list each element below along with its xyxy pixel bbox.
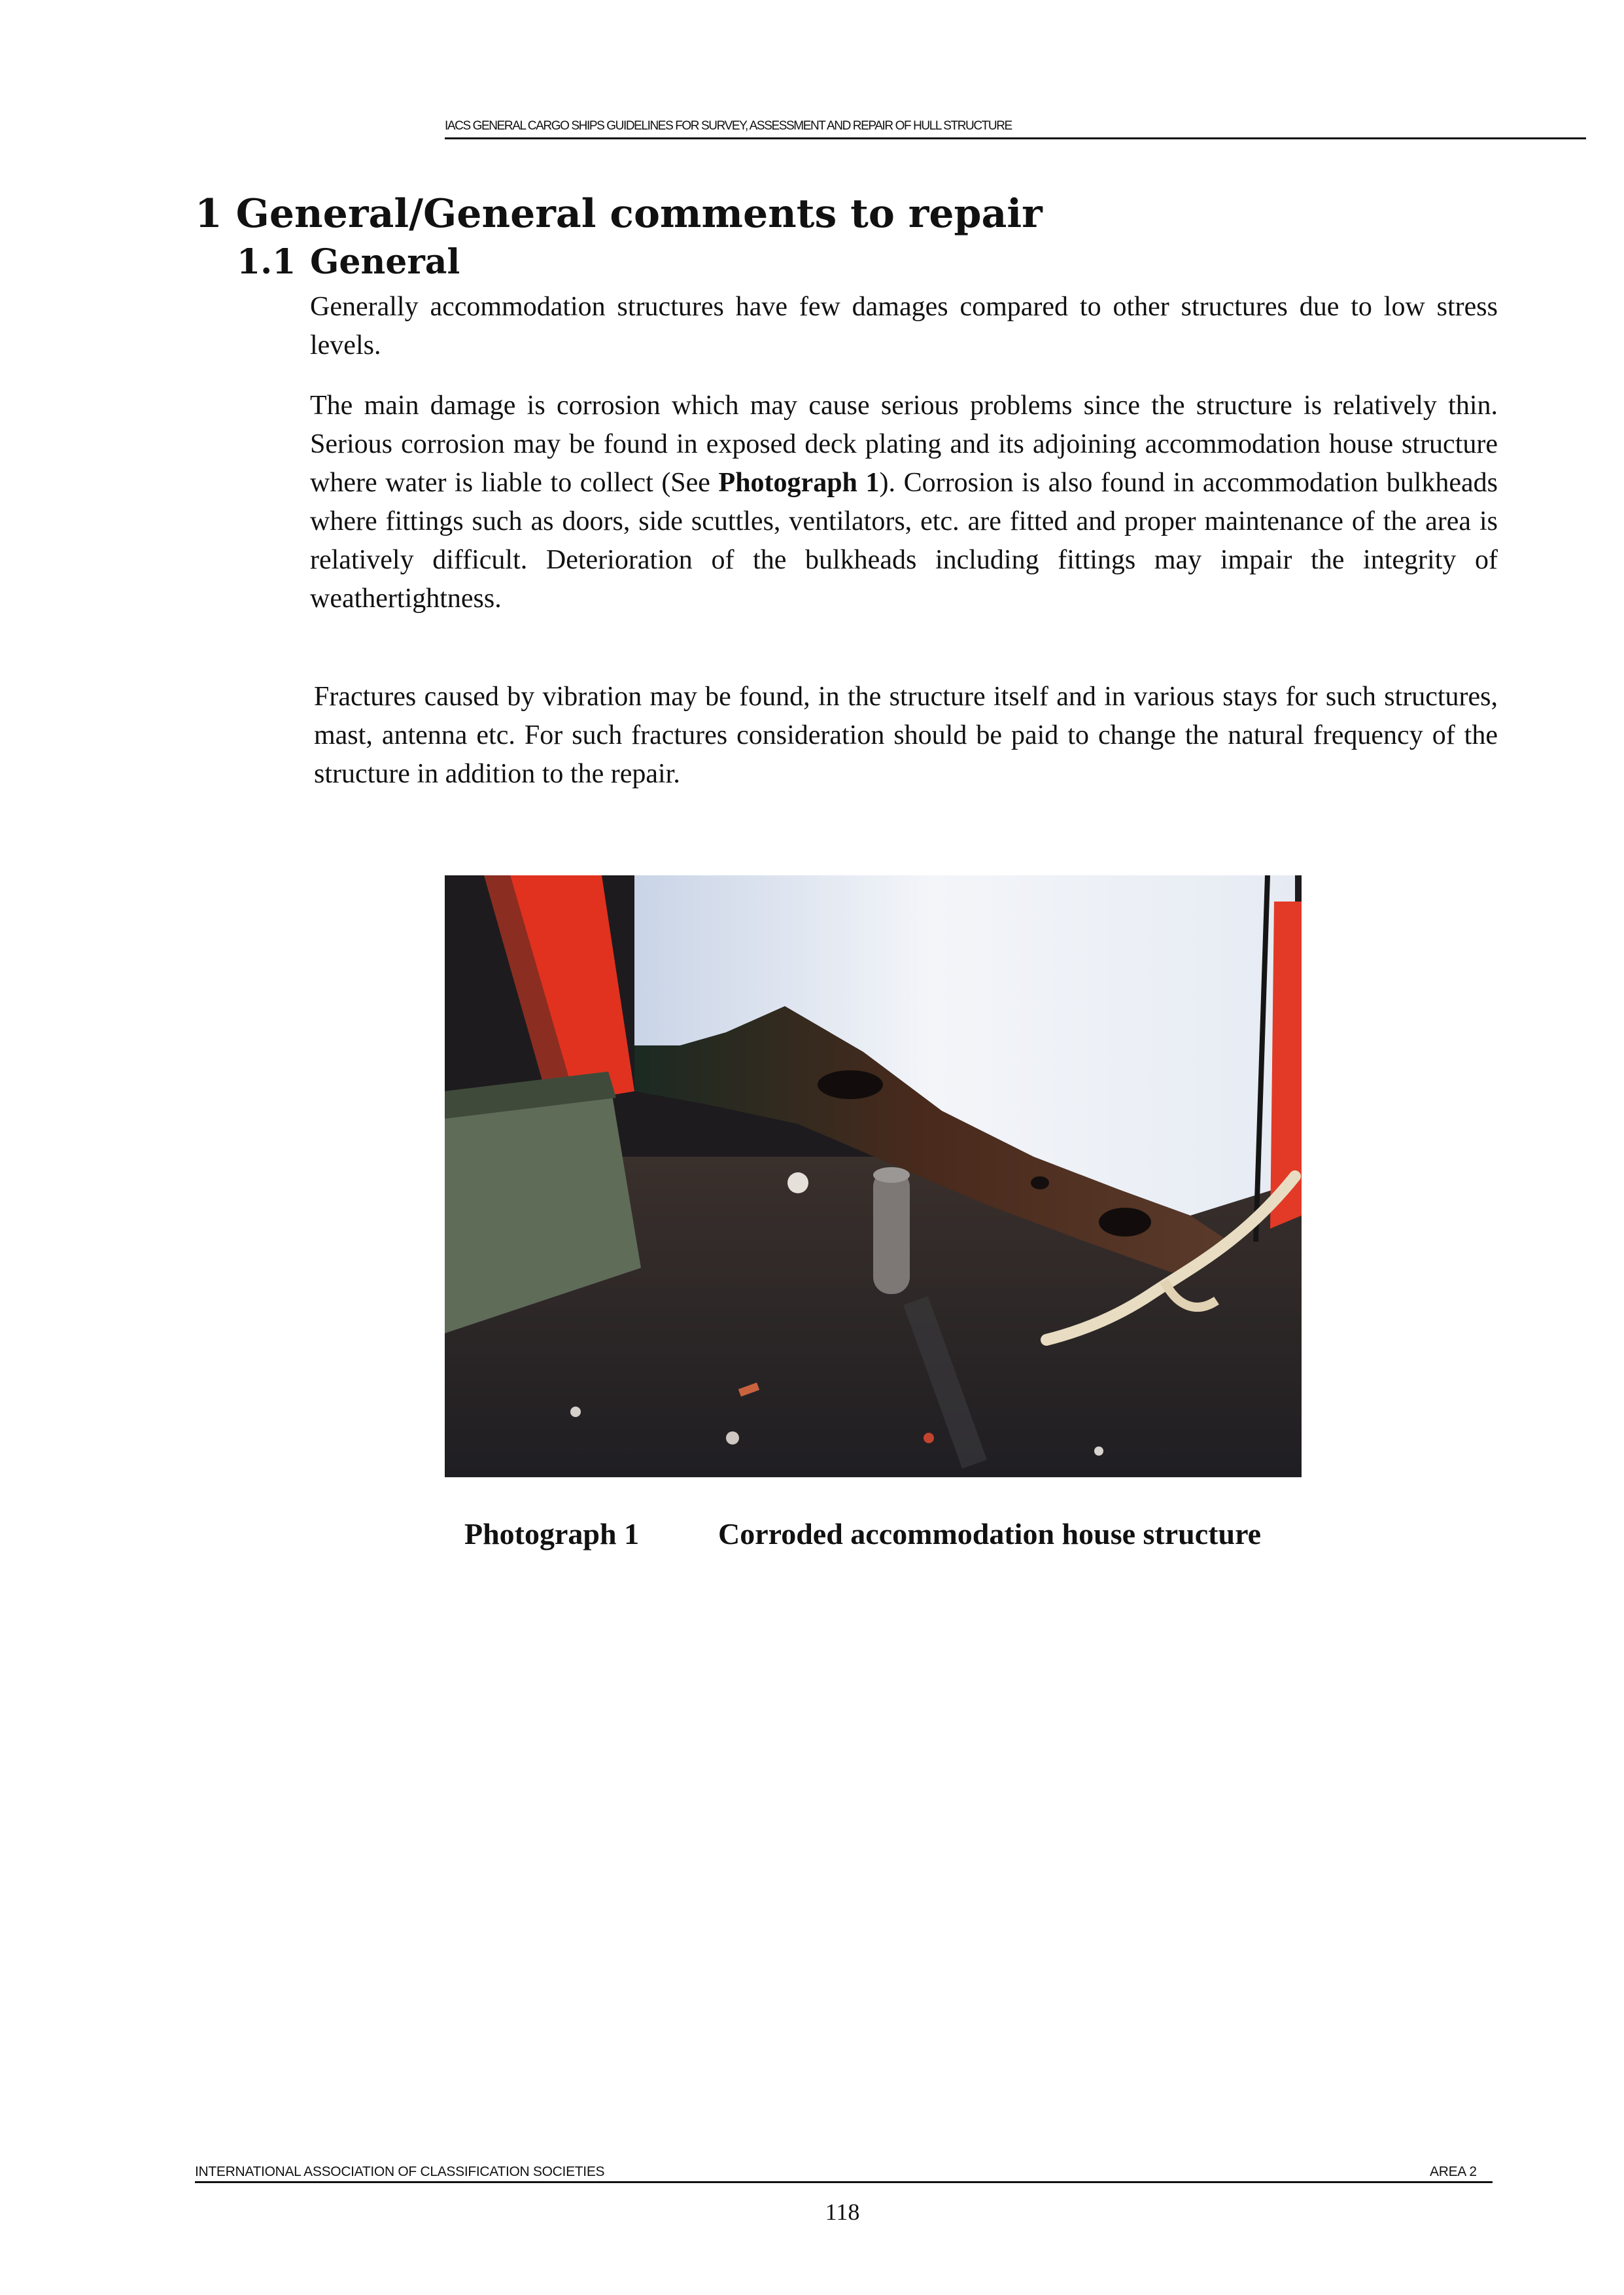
subsection-number: 1.1 [237, 242, 296, 282]
subsection-title: General [310, 242, 460, 282]
photograph-caption-number: Photograph 1 [464, 1517, 640, 1550]
footer-rule [195, 2181, 1493, 2183]
paragraph-2-text-b: ). Corrosion is also found in accommodation bulkheads where fittings such as doors, side scuttles, ventilators, etc. are fitted and proper maintenance of the area is relatively difficult. Deterioration of the bulkheads including fittings may impair the integrity of weathertightness. [310, 468, 1498, 614]
footer-area: AREA 2 [1430, 2164, 1477, 2179]
footer-organization: INTERNATIONAL ASSOCIATION OF CLASSIFICATION SOCIETIES [195, 2164, 605, 2179]
photograph-illustration [445, 875, 1302, 1477]
photograph-reference: Photograph 1 [718, 468, 880, 498]
photograph-corroded-structure [445, 875, 1302, 1477]
page-number: 118 [825, 2199, 860, 2225]
paragraph-3: Fractures caused by vibration may be found, in the structure itself and in various stays for such structures, mast, antenna etc. For such fractures consideration should be paid to change the natural frequency of the structure in addition to the repair. [314, 682, 1498, 789]
section-heading: 1 General/General comments to repair [195, 191, 1043, 237]
paragraph-2-text-a: The main damage is corrosion which may cause serious problems since the structure is relatively thin. Serious corrosion may be found in exposed deck plating and its adjoining accommodation house structure where water is liable to collect (See [310, 391, 1498, 498]
paragraph-1: Generally accommodation structures have few damages compared to other structures due to low stress levels. [310, 292, 1498, 360]
header-rule [445, 137, 1586, 139]
running-header: IACS GENERAL CARGO SHIPS GUIDELINES FOR SURVEY, ASSESSMENT AND REPAIR OF HULL STRUCTURE [445, 119, 1012, 133]
paragraph-2 [310, 387, 1498, 618]
photograph-caption-text: Corroded accommodation house structure [718, 1517, 1262, 1550]
